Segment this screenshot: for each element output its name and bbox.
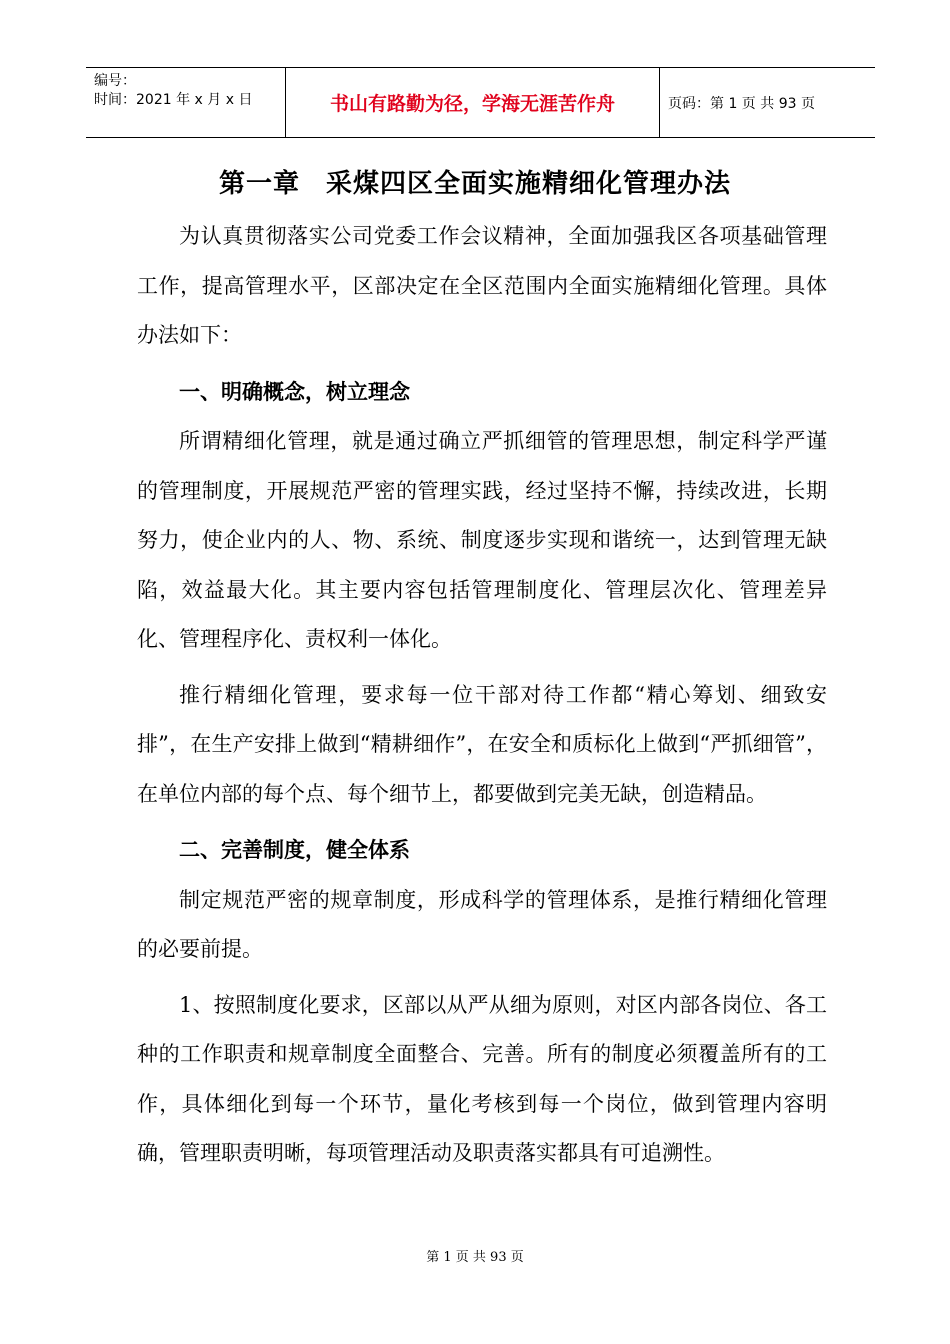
section-heading-2: 二、完善制度，健全体系 <box>179 838 410 862</box>
header-meta <box>94 72 252 110</box>
header-page-number: 页码：第 1 页 共 93 页 <box>668 95 815 112</box>
section2-paragraph-2: 1、按照制度化要求，区部以从严从细为原则，对区内部各岗位、各工种的工作职责和规章制度全面整合、完善。所有的制度必须覆盖所有的工作，具体细化到每一个环节，量化考核到每一个岗位，做到管理内容明确，管理职责明晰，每项管理活动及职责落实都具有可追溯性。 <box>137 992 827 1165</box>
page-header <box>86 67 875 138</box>
section-heading-1: 一、明确概念，树立理念 <box>179 379 410 404</box>
header-divider-right <box>659 68 660 137</box>
section2-paragraph-1: 制定规范严密的规章制度，形成科学的管理体系，是推行精细化管理的必要前提。 <box>137 887 827 961</box>
document-number-label: 编号： <box>94 73 136 89</box>
chapter-name: 采煤四区全面实施精细化管理办法 <box>326 169 732 199</box>
chapter-number: 第一章 <box>218 169 300 199</box>
section1-paragraph-2: 推行精细化管理，要求每一位干部对待工作都“精心筹划、细致安排”，在生产安排上做到“精耕细作”，在安全和质标化上做到“严抓细管”，在单位内部的每个点、每个细节上，都要做到完美无缺，创造精品。 <box>137 682 827 806</box>
chapter-title <box>0 163 950 200</box>
document-time-label: 时间：2021 年 x 月 x 日 <box>94 92 253 108</box>
section1-paragraph-1: 所谓精细化管理，就是通过确立严抓细管的管理思想，制定科学严谨的管理制度，开展规范严密的管理实践，经过坚持不懈，持续改进，长期努力，使企业内的人、物、系统、制度逐步实现和谐统一，达到管理无缺陷，效益最大化。其主要内容包括管理制度化、管理层次化、管理差异化、管理程序化、责权利一体化。 <box>137 429 827 651</box>
page-footer: 第 1 页 共 93 页 <box>426 1250 524 1265</box>
header-motto: 书山有路勤为径，学海无涯苦作舟 <box>329 93 615 115</box>
intro-paragraph: 为认真贯彻落实公司党委工作会议精神，全面加强我区各项基础管理工作，提高管理水平，区部决定在全区范围内全面实施精细化管理。具体办法如下： <box>137 224 827 347</box>
document-body <box>137 212 827 1179</box>
